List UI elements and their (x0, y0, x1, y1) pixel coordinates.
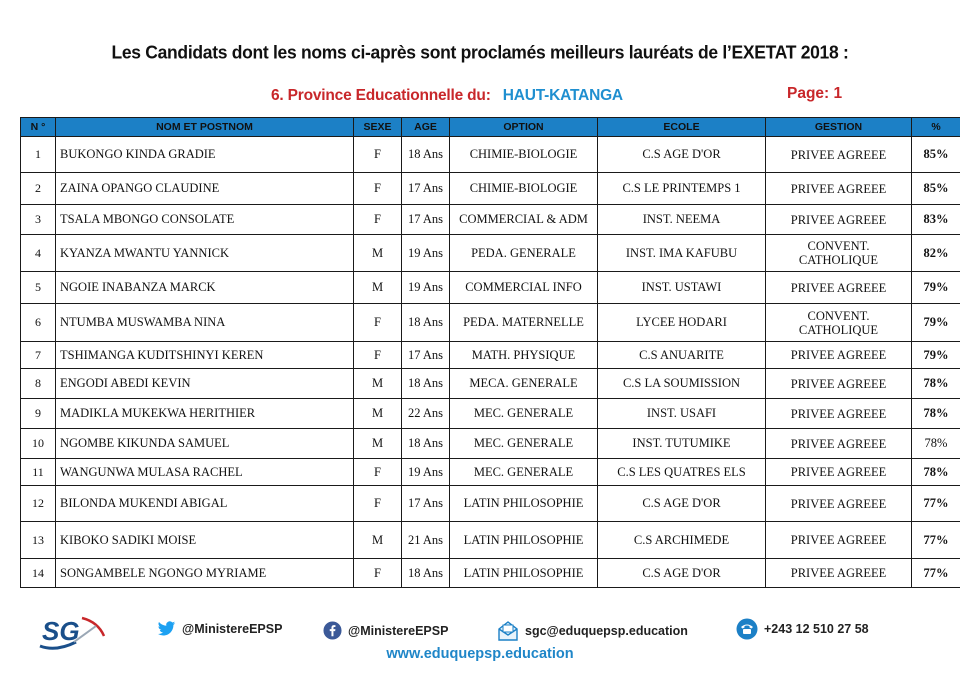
candidate-option: LATIN PHILOSOPHIE (450, 559, 598, 588)
candidate-school: C.S AGE D'OR (598, 137, 766, 173)
candidate-school: C.S LA SOUMISSION (598, 369, 766, 399)
candidate-school: INST. USAFI (598, 399, 766, 429)
col-header-option: OPTION (450, 118, 598, 137)
candidate-age: 17 Ans (402, 342, 450, 369)
candidate-name: MADIKLA MUKEKWA HERITHIER (56, 399, 354, 429)
facebook-icon (323, 621, 342, 640)
table-row (21, 342, 960, 369)
candidate-school: LYCEE HODARI (598, 304, 766, 342)
candidate-name: BILONDA MUKENDI ABIGAL (56, 486, 354, 522)
candidate-option: CHIMIE-BIOLOGIE (450, 137, 598, 173)
candidate-option: LATIN PHILOSOPHIE (450, 486, 598, 522)
twitter-handle: @MinistereEPSP (182, 622, 283, 636)
table-row (21, 399, 960, 429)
candidate-percent: 78% (912, 399, 960, 429)
candidate-school: INST. USTAWI (598, 272, 766, 304)
candidate-age: 21 Ans (402, 522, 450, 559)
school-management: PRIVEE AGREEE (766, 559, 912, 588)
school-management: PRIVEE AGREEE (766, 459, 912, 486)
row-number: 9 (21, 399, 56, 429)
candidate-age: 19 Ans (402, 235, 450, 272)
table-row (21, 369, 960, 399)
candidate-option: MEC. GENERALE (450, 399, 598, 429)
candidate-name: NGOMBE KIKUNDA SAMUEL (56, 429, 354, 459)
facebook-contact[interactable] (323, 621, 448, 640)
candidate-option: MEC. GENERALE (450, 429, 598, 459)
candidate-sex: M (354, 272, 402, 304)
candidate-school: C.S ARCHIMEDE (598, 522, 766, 559)
table-row (21, 486, 960, 522)
candidate-age: 18 Ans (402, 429, 450, 459)
row-number: 10 (21, 429, 56, 459)
candidate-option: MECA. GENERALE (450, 369, 598, 399)
school-management: PRIVEE AGREEE (766, 429, 912, 459)
candidate-sex: M (354, 429, 402, 459)
website-link[interactable]: www.eduquepsp.education (386, 646, 574, 662)
candidate-option: LATIN PHILOSOPHIE (450, 522, 598, 559)
phone-icon (736, 618, 758, 640)
row-number: 14 (21, 559, 56, 588)
row-number: 4 (21, 235, 56, 272)
school-management: CONVENT. CATHOLIQUE (766, 304, 912, 342)
candidate-percent: 77% (912, 486, 960, 522)
candidate-school: C.S AGE D'OR (598, 559, 766, 588)
candidate-age: 22 Ans (402, 399, 450, 429)
candidate-sex: F (354, 559, 402, 588)
facebook-handle: @MinistereEPSP (348, 623, 449, 638)
candidate-age: 19 Ans (402, 459, 450, 486)
school-management: PRIVEE AGREEE (766, 173, 912, 205)
table-row (21, 429, 960, 459)
school-management: PRIVEE AGREEE (766, 205, 912, 235)
row-number: 6 (21, 304, 56, 342)
school-management: PRIVEE AGREEE (766, 342, 912, 369)
email-contact[interactable] (497, 621, 688, 641)
row-number: 7 (21, 342, 56, 369)
row-number: 5 (21, 272, 56, 304)
table-header-row (21, 118, 960, 137)
candidate-sex: F (354, 137, 402, 173)
school-management: PRIVEE AGREEE (766, 369, 912, 399)
phone-contact[interactable] (736, 618, 869, 640)
twitter-contact[interactable] (157, 621, 282, 637)
candidate-age: 18 Ans (402, 559, 450, 588)
candidate-sex: F (354, 173, 402, 205)
school-management: PRIVEE AGREEE (766, 137, 912, 173)
col-header-school: ECOLE (598, 118, 766, 137)
candidate-percent: 78% (912, 369, 960, 399)
phone-number: +243 12 510 27 58 (764, 622, 869, 636)
candidate-school: C.S ANUARITE (598, 342, 766, 369)
candidate-name: ENGODI ABEDI KEVIN (56, 369, 354, 399)
row-number: 1 (21, 137, 56, 173)
row-number: 11 (21, 459, 56, 486)
candidate-name: TSALA MBONGO CONSOLATE (56, 205, 354, 235)
candidate-name: NTUMBA MUSWAMBA NINA (56, 304, 354, 342)
candidate-percent: 78% (912, 459, 960, 486)
candidate-percent: 83% (912, 205, 960, 235)
table-row (21, 235, 960, 272)
page-number: Page: 1 (787, 85, 843, 102)
col-header-percent: % (912, 118, 960, 137)
candidate-option: PEDA. GENERALE (450, 235, 598, 272)
candidate-age: 17 Ans (402, 173, 450, 205)
page-title: Les Candidats dont les noms ci-après sont proclamés meilleurs lauréats de l’EXETAT 2018 : (111, 41, 849, 63)
candidate-school: INST. IMA KAFUBU (598, 235, 766, 272)
col-header-name: NOM ET POSTNOM (56, 118, 354, 137)
table-row (21, 559, 960, 588)
email-icon (497, 621, 519, 641)
col-header-age: AGE (402, 118, 450, 137)
laureates-table (20, 117, 960, 588)
candidate-school: C.S AGE D'OR (598, 486, 766, 522)
candidate-option: COMMERCIAL & ADM (450, 205, 598, 235)
candidate-percent: 82% (912, 235, 960, 272)
candidate-sex: F (354, 304, 402, 342)
candidate-name: KIBOKO SADIKI MOISE (56, 522, 354, 559)
candidate-age: 18 Ans (402, 304, 450, 342)
table-row (21, 304, 960, 342)
school-management: PRIVEE AGREEE (766, 486, 912, 522)
candidate-sex: M (354, 399, 402, 429)
candidate-name: WANGUNWA MULASA RACHEL (56, 459, 354, 486)
school-management: PRIVEE AGREEE (766, 522, 912, 559)
candidate-percent: 85% (912, 173, 960, 205)
candidate-name: NGOIE INABANZA MARCK (56, 272, 354, 304)
col-header-sex: SEXE (354, 118, 402, 137)
candidate-sex: M (354, 522, 402, 559)
candidate-sex: M (354, 235, 402, 272)
candidate-name: TSHIMANGA KUDITSHINYI KEREN (56, 342, 354, 369)
row-number: 2 (21, 173, 56, 205)
candidate-sex: F (354, 486, 402, 522)
candidate-age: 19 Ans (402, 272, 450, 304)
candidate-school: INST. TUTUMIKE (598, 429, 766, 459)
candidate-name: BUKONGO KINDA GRADIE (56, 137, 354, 173)
candidate-percent: 79% (912, 304, 960, 342)
candidate-percent: 79% (912, 342, 960, 369)
candidate-name: SONGAMBELE NGONGO MYRIAME (56, 559, 354, 588)
candidate-age: 17 Ans (402, 205, 450, 235)
table-row (21, 205, 960, 235)
school-management: CONVENT. CATHOLIQUE (766, 235, 912, 272)
province-heading (271, 87, 623, 105)
candidate-sex: F (354, 459, 402, 486)
col-header-number: N ° (21, 118, 56, 137)
row-number: 3 (21, 205, 56, 235)
school-management: PRIVEE AGREEE (766, 399, 912, 429)
candidate-age: 18 Ans (402, 369, 450, 399)
province-prefix: 6. Province Educationnelle du: (271, 87, 491, 104)
table-row (21, 459, 960, 486)
candidate-percent: 79% (912, 272, 960, 304)
candidate-option: CHIMIE-BIOLOGIE (450, 173, 598, 205)
candidate-sex: F (354, 205, 402, 235)
candidate-name: KYANZA MWANTU YANNICK (56, 235, 354, 272)
table-row (21, 137, 960, 173)
candidate-sex: F (354, 342, 402, 369)
candidate-school: C.S LE PRINTEMPS 1 (598, 173, 766, 205)
candidate-option: COMMERCIAL INFO (450, 272, 598, 304)
candidate-sex: M (354, 369, 402, 399)
candidate-name: ZAINA OPANGO CLAUDINE (56, 173, 354, 205)
candidate-option: PEDA. MATERNELLE (450, 304, 598, 342)
table-row (21, 272, 960, 304)
candidate-percent: 85% (912, 137, 960, 173)
table-row (21, 522, 960, 559)
candidate-option: MEC. GENERALE (450, 459, 598, 486)
email-address: sgc@eduquepsp.education (525, 624, 688, 638)
col-header-management: GESTION (766, 118, 912, 137)
candidate-school: INST. NEEMA (598, 205, 766, 235)
candidate-age: 17 Ans (402, 486, 450, 522)
province-name: HAUT-KATANGA (502, 87, 623, 104)
row-number: 12 (21, 486, 56, 522)
school-management: PRIVEE AGREEE (766, 272, 912, 304)
candidate-percent: 77% (912, 522, 960, 559)
logo-text: SG (42, 616, 80, 646)
candidate-option: MATH. PHYSIQUE (450, 342, 598, 369)
row-number: 8 (21, 369, 56, 399)
twitter-icon (157, 621, 176, 637)
candidate-percent: 77% (912, 559, 960, 588)
candidate-school: C.S LES QUATRES ELS (598, 459, 766, 486)
candidate-age: 18 Ans (402, 137, 450, 173)
row-number: 13 (21, 522, 56, 559)
candidate-percent: 78% (912, 429, 960, 459)
table-row (21, 173, 960, 205)
